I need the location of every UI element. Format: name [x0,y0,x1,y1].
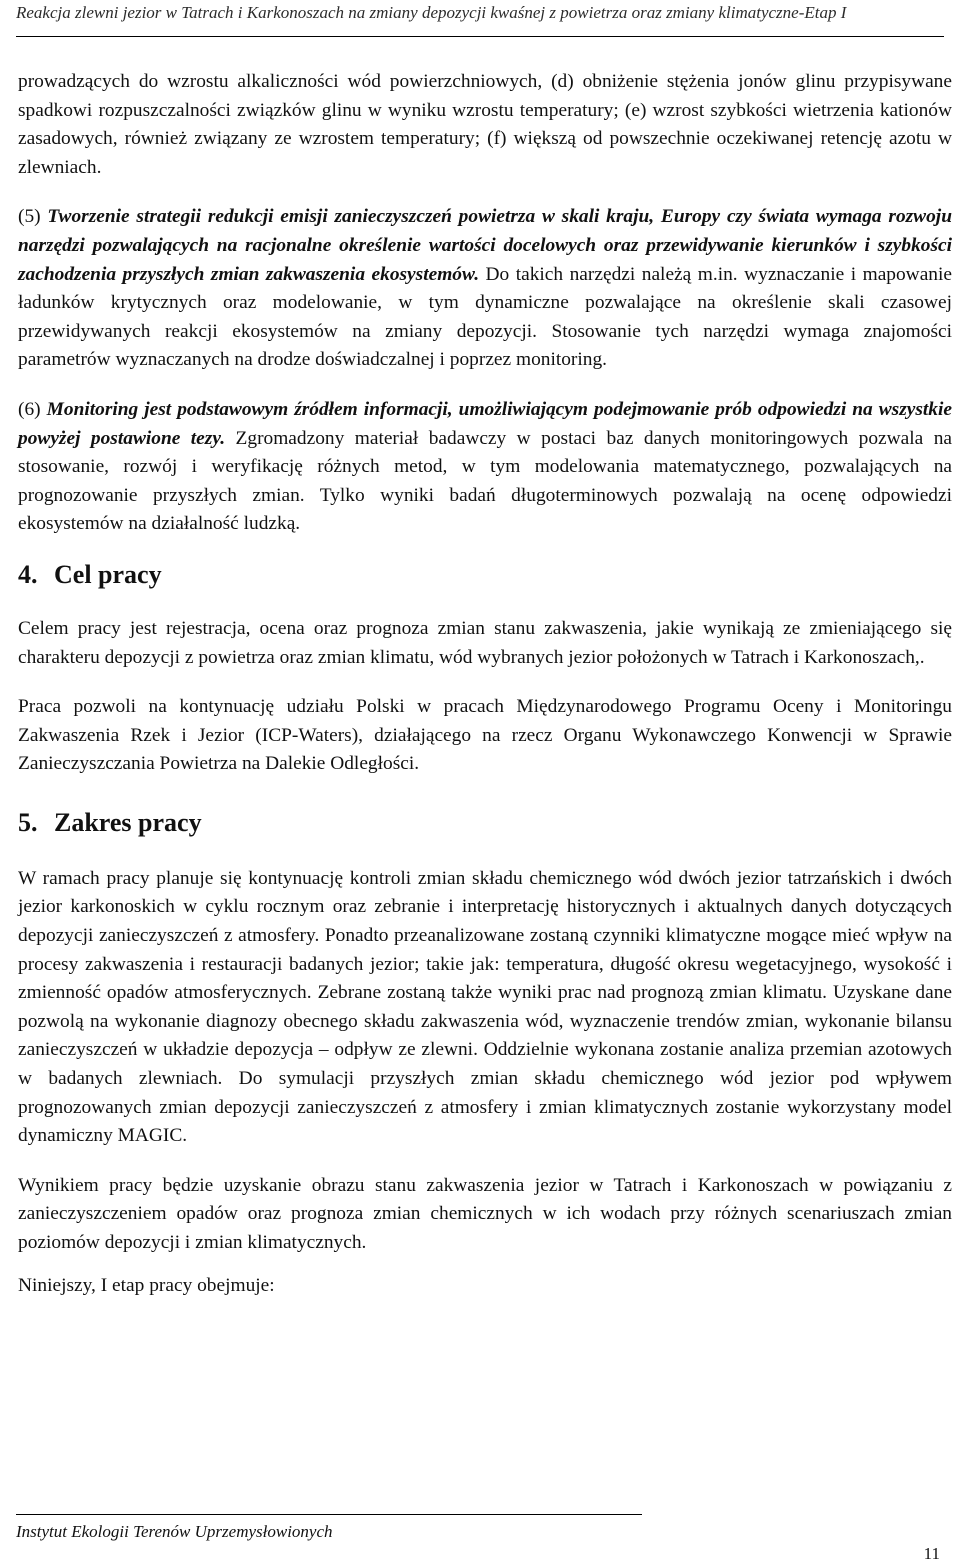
paragraph-goal: Celem pracy jest rejestracja, ocena oraz prognoza zmian stanu zakwaszenia, jakie wynikają ze zmieniającego się charakteru depozycji z powietrza oraz zmian klimatu, wód wybranych jezior położonych w Tatrach i Karkonoszach,. [18,617,952,668]
paragraph-6-prefix: (6) [18,398,47,420]
page-number: 11 [923,1544,940,1563]
paragraph-results: Wynikiem pracy będzie uzyskanie obrazu stanu zakwaszenia jezior w Tatrach i Karkonoszach w powiązaniu z zanieczyszczeniem opadów oraz prognoza zmian chemicznych w ich wodach przy różnych scenariuszach zmian poziomów depozycji i zmian klimatycznych. [18,1174,952,1253]
paragraph-5-text: Do takich narzędzi należą m.in. wyznaczanie i mapowanie ładunków krytycznych oraz modelowanie, w tym dynamiczne pozwalające na określenie skali czasowej przewidywanych reakcji ekosystemów na zmiany depozycji. Stosowanie tych narzędzi wymaga znajomości parametrów wyznaczanych na drodze doświadczalnej i poprzez monitoring. [18,263,952,371]
footer-divider [16,1514,642,1515]
paragraph-icp-waters: Praca pozwoli na kontynuację udziału Polski w pracach Międzynarodowego Programu Oceny i Monitoringu Zakwaszenia Rzek i Jezior (ICP-Waters), działającego na rzecz Organu Wykonawczego Konwencji w Sprawie Zanieczyszczania Powietrza na Dalekie Odległości. [18,696,952,775]
section-5-number: 5. [18,807,38,837]
paragraph-6-text: Zgromadzony materiał badawczy w postaci baz danych monitoringowych pozwala na stosowanie, rozwój i weryfikację różnych metod, w tym modelowania matematycznego, pozwalających na prognozowanie przyszłych zmian. Tylko wyniki badań długoterminowych pozwalają na ocenę odpowiedzi ekosystemów na działalność ludzką. [18,427,952,535]
section-5-heading [18,807,952,839]
footer-institute: Instytut Ekologii Terenów Uprzemysłowionych [16,1522,333,1541]
paragraph-scope: W ramach pracy planuje się kontynuację kontroli zmian składu chemicznego wód dwóch jezior tatrzańskich i dwóch jezior karkonoskich w cyklu rocznym oraz zebranie i interpretację historycznych i aktualnych danych dotyczących depozycji zanieczyszczeń z atmosfery. Ponadto przeanalizowane zostaną czynniki klimatyczne mogące mieć wpływ na procesy zakwaszenia i restauracji badanych jezior; takie jak: temperatura, długość okresu wegetacyjnego, wysokość i zmienność opadów atmosferycznych. Zebrane zostaną także wyniki prac nad prognozą zmian klimatu. Uzyskane dane pozwolą na wykonanie diagnozy obecnego składu zakwaszenia wód, wyznaczenie trendów zmian, wykonanie bilansu zanieczyszczeń w układzie depozycja – odpływ ze zlewni. Oddzielnie wykonana zostanie analiza przemian azotowych w badanych zlewniach. Do symulacji przyszłych zmian składu chemicznego wód jezior pod wpływem prognozowanych zmian depozycji zanieczyszczeń z atmosfery i zmian klimatycznych zostanie wykorzystany model dynamiczny MAGIC. [18,867,952,1147]
running-header: Reakcja zlewni jezior w Tatrach i Karkonoszach na zmiany depozycji kwaśnej z powietrza oraz zmiany klimatyczne-Etap I [16,0,944,37]
document-body [18,68,952,1300]
section-5-title: Zakres pracy [54,807,202,837]
paragraph-6-emphasis: Monitoring jest podstawowym źródłem informacji, umożliwiającym podejmowanie prób odpowiedzi na wszystkie powyżej postawione tezy. [18,398,952,449]
paragraph-5-emphasis: Tworzenie strategii redukcji emisji zanieczyszczeń powietrza w skali kraju, Europy czy świata wymaga rozwoju narzędzi pozwalających na racjonalne określenie wartości docelowych oraz przewidywanie kierunków i szybkości zachodzenia przyszłych zmian zakwaszenia ekosystemów. [18,206,952,285]
paragraph-5 [18,203,952,375]
paragraph-stage-intro: Niniejszy, I etap pracy obejmuje: [18,1274,275,1296]
section-4-heading [18,559,952,591]
paragraph-6 [18,396,952,539]
section-4-number: 4. [18,559,38,589]
section-4-title: Cel pracy [54,559,162,589]
paragraph-5-prefix: (5) [18,206,48,228]
paragraph-continuation: prowadzących do wzrostu alkaliczności wód powierzchniowych, (d) obniżenie stężenia jonów glinu przypisywane spadkowi rozpuszczalności związków glinu w wyniku wzrostu temperatury; (e) wzrost szybkości wietrzenia kationów zasadowych, również związany ze wzrostem temperatury; (f) większą od powszechnie oczekiwanej retencję azotu w zlewniach. [18,71,952,178]
